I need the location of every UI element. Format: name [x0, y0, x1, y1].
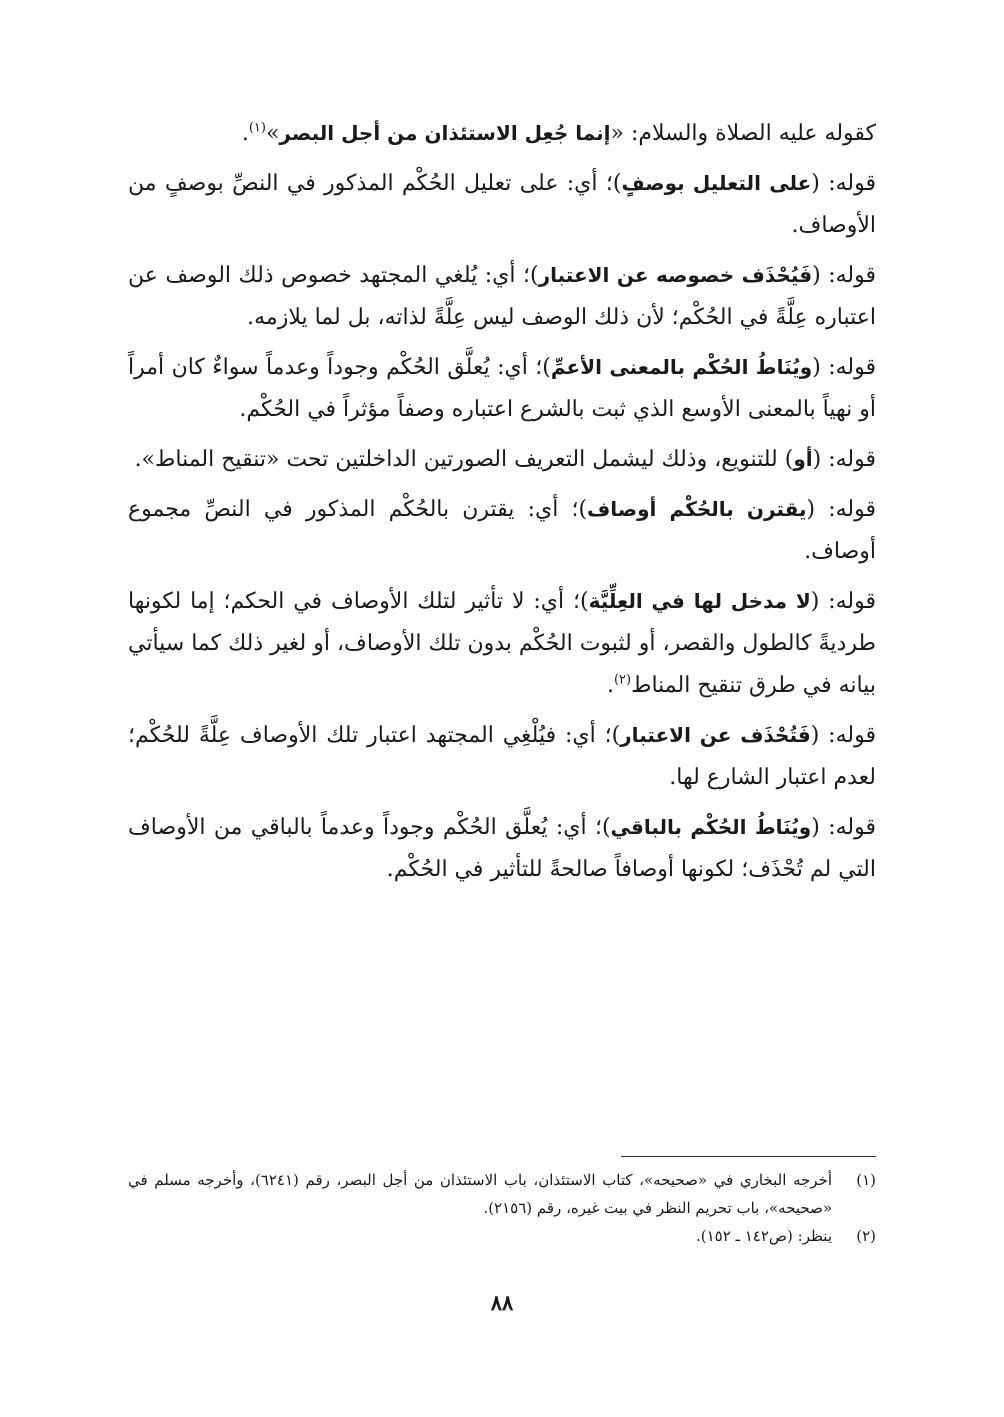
- page-number: ٨٨: [490, 1290, 514, 1315]
- footnote-number: (١): [856, 1171, 876, 1189]
- paragraph: [128, 580, 876, 707]
- text-run: )؛ أي: لا تأثير لتلك الأوصاف في الحكم؛ إما لكونها طرديةً كالطول والقصر، أو لثبوت الحُكْم بدون تلك الأوصاف، أو لغير ذلك كما سيأتي بيانه في طرق تنقيح المناط: [127, 589, 876, 698]
- text-run: )؛ أي: على تعليل الحُكْم المذكور في النصِّ بوصفٍ من الأوصاف.: [128, 171, 876, 238]
- quoted-term: لا مدخل لها في العِلِّيَّة: [588, 589, 811, 613]
- quoted-term: إنما جُعِل الاستئذان من أجل البصر: [279, 121, 611, 145]
- text-run: قوله: (: [811, 171, 876, 196]
- footnote-text: ينظر: (ص١٤٢ ـ ١٥٢).: [696, 1227, 832, 1245]
- footnote-number: (٢): [856, 1227, 876, 1245]
- paragraph: [128, 438, 876, 481]
- text-run: )؛ أي: يُلغي المجتهد خصوص ذلك الوصف عن اعتباره عِلَّةً في الحُكْم؛ لأن ذلك الوصف ليس عِلَّةً لذاته، بل لما يلازمه.: [128, 263, 876, 330]
- footnote: [128, 1222, 876, 1250]
- text-run: »: [265, 121, 280, 146]
- text-run: )؛ أي: يقترن بالحُكْم المذكور في النصِّ مجموع أوصاف.: [128, 497, 876, 564]
- quoted-term: فَتُحْذَف عن الاعتبار: [620, 723, 811, 747]
- quoted-term: على التعليل بوصفٍ: [621, 171, 812, 195]
- footnote: [128, 1166, 876, 1222]
- footnotes: [128, 1166, 876, 1250]
- text-run: قوله: (: [810, 589, 877, 614]
- paragraph: [128, 112, 876, 155]
- paragraph: [128, 714, 876, 799]
- quoted-term: يقترن بالحُكْم أوصاف: [587, 497, 807, 521]
- footnote-text: أخرجه البخاري في «صحيحه»، كتاب الاستئذان، باب الاستئذان من أجل البصر، رقم (٦٢٤١)، وأخرجه مسلم في «صحيحه»، باب تحريم النظر في بيت غيره، رقم (٢١٥٦).: [128, 1171, 833, 1217]
- footnote-ref: (٢): [613, 672, 632, 688]
- text-run: كقوله عليه الصلاة والسلام: «: [610, 121, 876, 146]
- text-run: قوله: (: [812, 263, 876, 288]
- paragraph: [128, 488, 876, 573]
- text-run: .: [241, 121, 249, 146]
- paragraph: [128, 162, 876, 247]
- text-run: )؛ أي: يُعلَّق الحُكْم وجوداً وعدماً بالباقي من الأوصاف التي لم تُحْذَف؛ لكونها أوصافاً صالحةً للتأثير في الحُكْم.: [128, 815, 876, 882]
- quoted-term: فَيُحْذَف خصوصه عن الاعتبار: [538, 263, 813, 287]
- quoted-term: أو: [793, 447, 813, 471]
- text-run: )؛ أي: يُعلَّق الحُكْم وجوداً وعدماً سواءٌ كان أمراً أو نهياً بالمعنى الأوسع الذي ثبت بالشرع اعتباره وصفاً مؤثراً في الحُكْم.: [128, 355, 876, 422]
- footnote-separator: [621, 1156, 876, 1157]
- quoted-term: ويُنَاطُ الحُكْم بالباقي: [610, 815, 812, 839]
- text-run: قوله: (: [806, 497, 877, 522]
- text-run: ) للتنويع، وذلك ليشمل التعريف الصورتين الداخلتين تحت «تنقيح المناط».: [134, 447, 794, 472]
- paragraph: [128, 346, 876, 431]
- main-text: [128, 112, 876, 898]
- text-run: قوله: (: [811, 815, 877, 840]
- text-run: .: [606, 673, 614, 698]
- footnote-ref: (١): [248, 120, 266, 136]
- quoted-term: ويُنَاطُ الحُكْم بالمعنى الأعمِّ: [550, 355, 813, 379]
- paragraph: [128, 806, 876, 891]
- text-run: قوله: (: [812, 447, 876, 472]
- text-run: قوله: (: [812, 355, 876, 380]
- text-run: )؛ أي: فيُلْغِي المجتهد اعتبار تلك الأوصاف عِلَّةً للحُكْم؛ لعدم اعتبار الشارع لها.: [128, 723, 876, 790]
- text-run: قوله: (: [810, 723, 876, 748]
- paragraph: [128, 254, 876, 339]
